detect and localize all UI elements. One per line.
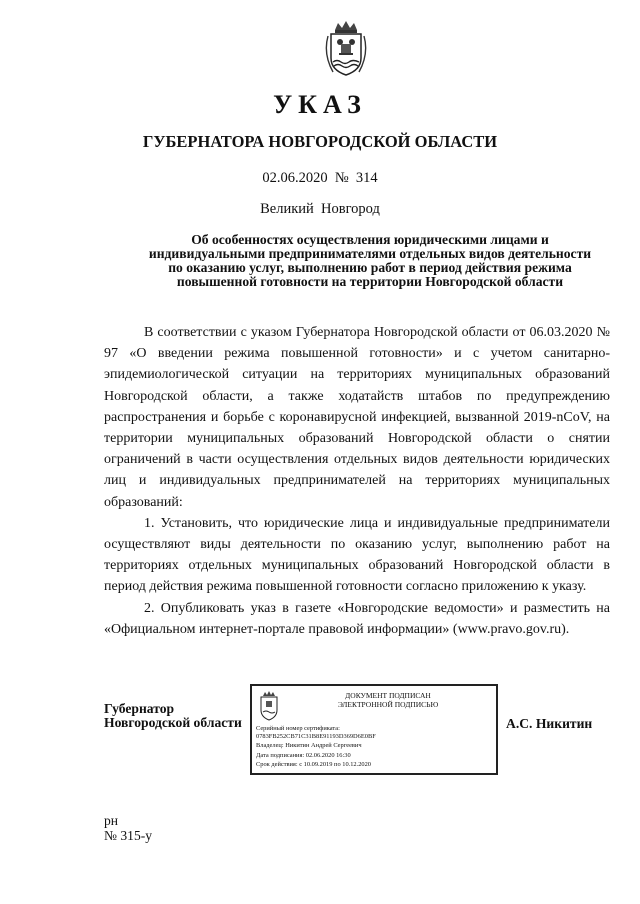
stamp-title <box>288 691 488 709</box>
stamp-title-line: ЭЛЕКТРОННОЙ ПОДПИСЬЮ <box>337 700 439 709</box>
document-reference <box>104 813 152 843</box>
item-1-paragraph: 1. Установить, что юридические лица и индивидуальные предприниматели осуществляют виды деятельности по оказанию услуг, выполнению работ на территориях отдельных муниципальных образований Новгородской области в период действия режима повышенной готовности согласно приложению к указу. <box>104 515 610 595</box>
heading-line: индивидуальными предпринимателями отдельных видов деятельности <box>148 246 592 261</box>
certificate-validity: Срок действия: с 10.09.2019 по 10.12.2020 <box>256 761 372 768</box>
signatory-name: А.С. Никитин <box>506 716 593 731</box>
electronic-signature-stamp <box>250 684 498 775</box>
date-and-number: 02.06.2020 № 314 <box>262 170 378 186</box>
issuer-title: ГУБЕРНАТОРА НОВГОРОДСКОЙ ОБЛАСТИ <box>142 132 498 151</box>
place-of-issue: Великий Новгород <box>260 201 380 217</box>
decree-body <box>104 322 610 640</box>
heading-line: по оказанию услуг, выполнению работ в период действия режима <box>168 260 572 275</box>
certificate-number: 0783FB252CB71C31B8E91193D369D6E0BF <box>256 733 376 740</box>
role-line: Губернатор <box>104 701 175 716</box>
novgorod-coat-of-arms-icon <box>323 20 369 78</box>
certificate-owner: Владелец: Никитин Андрей Сергеевич <box>256 742 362 749</box>
role-line: Новгородской области <box>104 715 242 730</box>
certificate-label: Серийный номер сертификата: <box>256 725 340 732</box>
preamble-paragraph: В соответствии с указом Губернатора Новгородской области от 06.03.2020 № 97 «О введении режима повышенной готовности» и с учетом санитарно-эпидемиологической ситуации на территориях муниципальных образований Новгородской области, а также ходатайств штабов по предупреждению распространения и борьбе с коронавирусной инфекцией, вызванной 2019-nCoV, на территории муниципальных образований Новгородской области о снятии ограничений в части осуществления отдельных видов деятельности юридических лиц и индивидуальных предпринимателей на территориях муниципальных образований: <box>104 325 610 510</box>
heading-line: Об особенностях осуществления юридическими лицами и <box>191 232 549 247</box>
decree-heading <box>100 233 640 289</box>
reference-initials: рн <box>104 813 119 828</box>
signatory-role <box>104 702 242 730</box>
item-2-paragraph: 2. Опубликовать указ в газете «Новгородские ведомости» и разместить на «Официальном интернет-портале правовой информации» (www.pravo.gov.ru). <box>104 600 610 637</box>
heading-line: повышенной готовности на территории Новгородской области <box>176 274 564 289</box>
document-type-title: УКАЗ <box>273 90 367 119</box>
coat-of-arms-icon <box>257 691 281 721</box>
signing-date: Дата подписания: 02.06.2020 16:30 <box>256 752 351 759</box>
stamp-title-line: ДОКУМЕНТ ПОДПИСАН <box>345 691 431 700</box>
reference-number: № 315-у <box>104 828 153 843</box>
